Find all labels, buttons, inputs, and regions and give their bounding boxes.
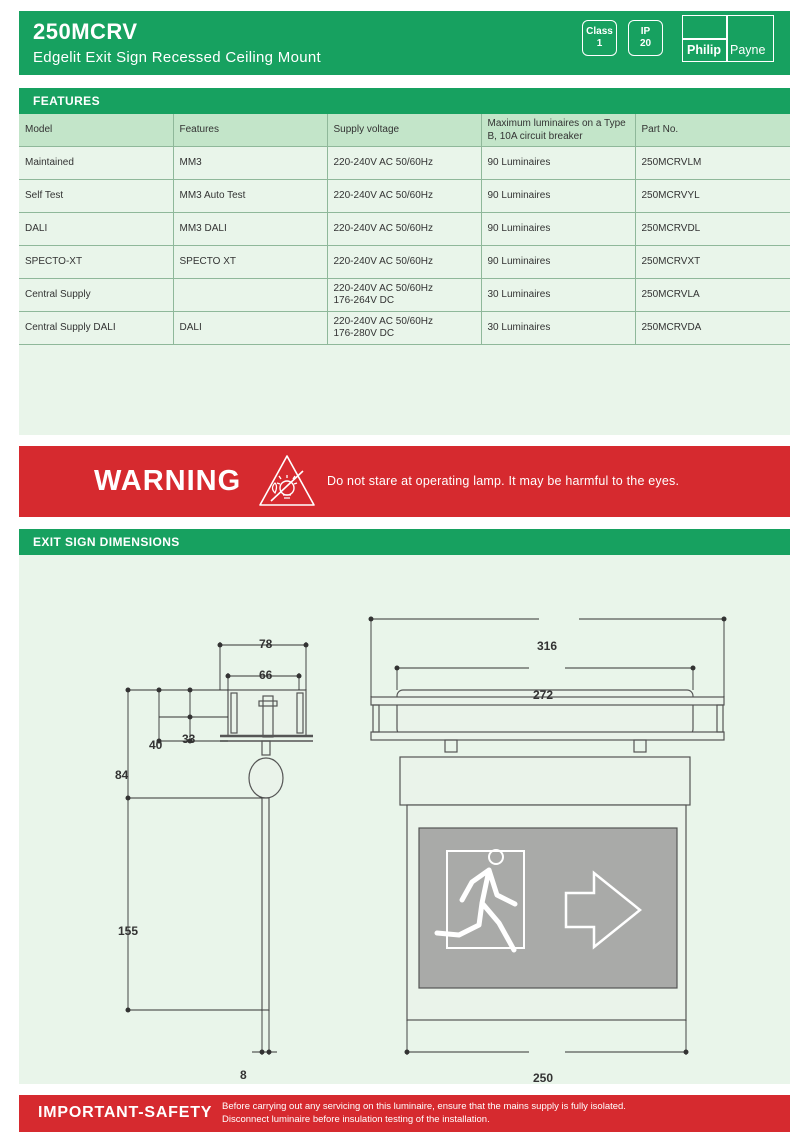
cell-max: 30 Luminaires <box>481 311 635 344</box>
side-blade <box>262 798 269 1010</box>
col-part-no: Part No. <box>635 114 790 146</box>
logo-word-2: Payne <box>730 43 766 57</box>
warning-label: WARNING <box>94 465 242 497</box>
table-header-row <box>19 114 790 146</box>
cell-model: Central Supply DALI <box>19 311 173 344</box>
class-badge <box>582 20 617 56</box>
dim-side-height-inner: 33 <box>182 732 196 746</box>
safety-banner <box>19 1095 790 1132</box>
cell-max: 90 Luminaires <box>481 212 635 245</box>
col-max-luminaires: Maximum luminaires on a Type B, 10A circuit breaker <box>481 114 635 146</box>
dim-front-width-total: 316 <box>537 639 558 653</box>
dimensions-panel <box>19 529 790 1084</box>
product-subtitle: Edgelit Exit Sign Recessed Ceiling Mount <box>33 49 321 66</box>
table-row <box>19 311 790 344</box>
cell-features <box>173 278 327 311</box>
dim-front-width-body: 272 <box>533 688 554 702</box>
cell-features: MM3 <box>173 146 327 179</box>
dim-side-thickness: 8 <box>240 1068 247 1082</box>
cell-part: 250MCRVLM <box>635 146 790 179</box>
dimension-drawing <box>19 555 790 1084</box>
cell-part: 250MCRVDL <box>635 212 790 245</box>
dim-side-width-body: 66 <box>259 668 273 682</box>
cell-model: SPECTO-XT <box>19 245 173 278</box>
class-badge-value: 1 <box>596 38 603 49</box>
dim-side-width-total: 78 <box>259 637 273 651</box>
safety-heading: IMPORTANT-SAFETY <box>38 1104 213 1121</box>
table-row <box>19 146 790 179</box>
logo-word-1: Philip <box>687 43 722 57</box>
brand-logo <box>682 15 774 62</box>
dimensions-heading: EXIT SIGN DIMENSIONS <box>19 529 790 555</box>
col-model: Model <box>19 114 173 146</box>
cell-supply: 220-240V AC 50/60Hz <box>327 245 481 278</box>
cell-supply: 220-240V AC 50/60Hz <box>327 179 481 212</box>
safety-line-2: Disconnect luminaire before insulation testing of the installation. <box>222 1114 490 1125</box>
cell-features: MM3 DALI <box>173 212 327 245</box>
cell-model: Self Test <box>19 179 173 212</box>
front-lamp-housing <box>400 757 690 805</box>
side-housing <box>228 690 306 736</box>
cell-features: DALI <box>173 311 327 344</box>
dim-side-height-panel: 155 <box>118 924 139 938</box>
warning-banner <box>19 446 790 517</box>
warning-message: Do not stare at operating lamp. It may be harmful to the eyes. <box>327 474 680 488</box>
cell-max: 90 Luminaires <box>481 146 635 179</box>
side-lamp <box>249 758 283 798</box>
cell-max: 30 Luminaires <box>481 278 635 311</box>
col-supply: Supply voltage <box>327 114 481 146</box>
cell-part: 250MCRVDA <box>635 311 790 344</box>
dim-side-height-head: 84 <box>115 768 129 782</box>
cell-supply: 220-240V AC 50/60Hz 176-264V DC <box>327 278 481 311</box>
table-row <box>19 179 790 212</box>
cell-max: 90 Luminaires <box>481 179 635 212</box>
cell-features: SPECTO XT <box>173 245 327 278</box>
cell-part: 250MCRVXT <box>635 245 790 278</box>
cell-part: 250MCRVLA <box>635 278 790 311</box>
cell-max: 90 Luminaires <box>481 245 635 278</box>
page-header <box>19 11 790 75</box>
cell-model: Maintained <box>19 146 173 179</box>
table-row <box>19 245 790 278</box>
cell-model: Central Supply <box>19 278 173 311</box>
features-heading: FEATURES <box>19 88 790 114</box>
cell-model: DALI <box>19 212 173 245</box>
features-panel <box>19 88 790 435</box>
safety-line-1: Before carrying out any servicing on this luminaire, ensure that the mains supply is fully isolated. <box>222 1101 626 1112</box>
cell-supply: 220-240V AC 50/60Hz <box>327 212 481 245</box>
cell-supply: 220-240V AC 50/60Hz 176-280V DC <box>327 311 481 344</box>
cell-features: MM3 Auto Test <box>173 179 327 212</box>
table-row <box>19 278 790 311</box>
product-code: 250MCRV <box>33 19 138 44</box>
cell-supply: 220-240V AC 50/60Hz <box>327 146 481 179</box>
no-stare-lamp-icon <box>257 453 317 509</box>
class-badge-label: Class <box>586 26 613 37</box>
ip-badge <box>628 20 663 56</box>
dim-side-height-body: 40 <box>149 738 163 752</box>
cell-part: 250MCRVYL <box>635 179 790 212</box>
dim-front-width-panel: 250 <box>533 1071 554 1084</box>
features-table <box>19 114 790 345</box>
table-row <box>19 212 790 245</box>
ip-badge-value: 20 <box>639 38 652 49</box>
ip-badge-label: IP <box>640 26 651 37</box>
col-features: Features <box>173 114 327 146</box>
